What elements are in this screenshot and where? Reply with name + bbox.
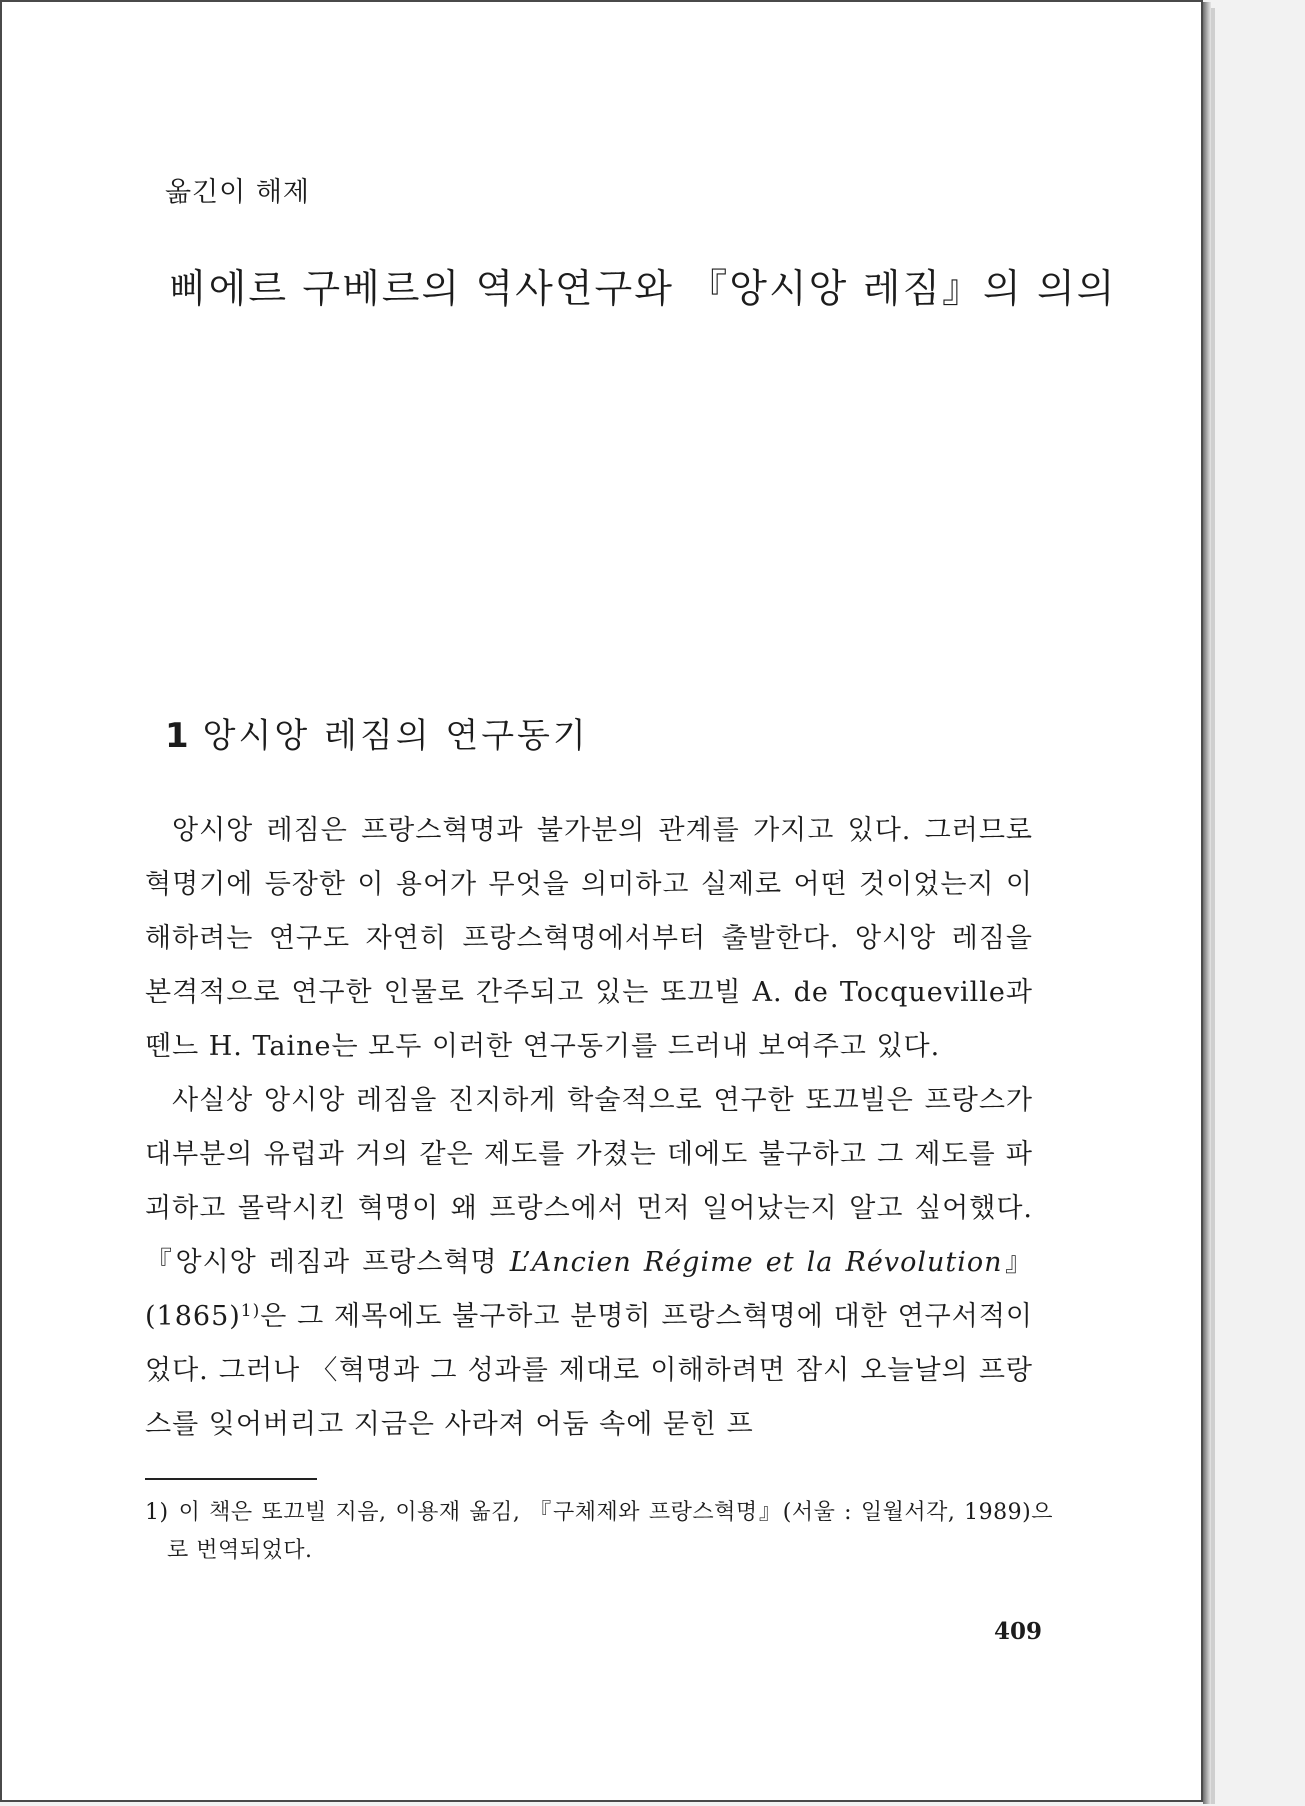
footnote-reference: 1) (240, 1301, 261, 1321)
section-number: 1 (165, 716, 189, 756)
paragraph-2-part-a: 사실상 앙시앙 레짐을 진지하게 학술적으로 연구한 또끄빌은 프랑스가 대부분의 유럽과 거의 같은 제도를 가졌는 데에도 불구하고 그 제도를 파괴하고 몰락시킨 혁명이 왜 프랑스에서 먼저 일어났는지 알고 싶어했다. 『앙시앙 레짐과 프랑스혁명 (145, 1085, 1033, 1278)
book-title-french: L’Ancien Régime et la Révolution (509, 1247, 1003, 1278)
section-title: 앙시앙 레짐의 연구동기 (202, 716, 589, 756)
page-edge-stack (1211, 8, 1215, 1804)
chapter-label: 옮긴이 해제 (165, 177, 310, 208)
body-text (145, 804, 1033, 1452)
section-heading (165, 708, 589, 757)
article-title: 삐에르 구베르의 역사연구와 『앙시앙 레짐』의 의의 (169, 267, 1117, 312)
page-edge-shadow (1203, 2, 1211, 1804)
footnote (145, 1494, 1053, 1570)
footnote-divider (145, 1478, 317, 1480)
footnote-number: 1) (145, 1500, 169, 1525)
paragraph-1: 앙시앙 레짐은 프랑스혁명과 불가분의 관계를 가지고 있다. 그러므로 혁명기에 등장한 이 용어가 무엇을 의미하고 실제로 어떤 것이었는지 이해하려는 연구도 자연히 프랑스혁명에서부터 출발한다. 앙시앙 레짐을 본격적으로 연구한 인물로 간주되고 있는 또끄빌 A. de Tocqueville과 뗀느 H. Taine는 모두 이러한 연구동기를 드러내 보여주고 있다. (145, 815, 1033, 1062)
paragraph-2-part-c: 은 그 제목에도 불구하고 분명히 프랑스혁명에 대한 연구서적이었다. 그러나 〈혁명과 그 성과를 제대로 이해하려면 잠시 오늘날의 프랑스를 잊어버리고 지금은 사라져 어둠 속에 묻힌 프 (145, 1301, 1033, 1440)
page-number: 409 (994, 1618, 1043, 1645)
paragraph-2 (145, 1074, 1033, 1452)
footnote-text: 이 책은 또끄빌 지음, 이용재 옮김, 『구체제와 프랑스혁명』(서울 : 일월서각, 1989)으로 번역되었다. (167, 1500, 1053, 1563)
paragraph-2-part-b: 』(1865) (145, 1247, 1033, 1332)
